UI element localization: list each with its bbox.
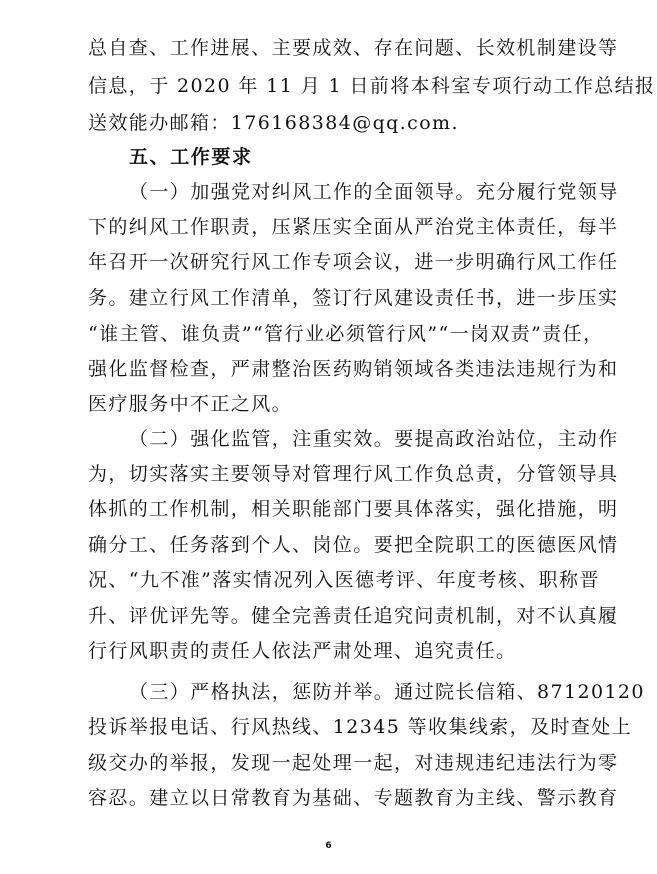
- para2-line-7: 行行风职责的责任人依法严肃处理、追究责任。: [88, 640, 517, 662]
- intro-line-3: 送效能办邮箱：176168384@qq.com.: [88, 112, 459, 134]
- para3-line-4: 容忍。建立以日常教育为基础、专题教育为主线、警示教育: [88, 787, 619, 809]
- para2-line-5: 况、“九不准”落实情况列入医德考评、年度考核、职称晋: [88, 569, 600, 591]
- para2-line-3: 体抓的工作机制，相关职能部门要具体落实，强化措施，明: [88, 498, 619, 520]
- para1-line-1: （一）加强党对纠风工作的全面领导。充分履行党领导: [129, 181, 619, 203]
- para2-line-4: 确分工、任务落到个人、岗位。要把全院职工的医德医风情: [88, 534, 619, 556]
- para1-line-5: “谁主管、谁负责”“管行业必须管行风”“一岗双责”责任，: [88, 323, 604, 345]
- para3-line-3: 级交办的举报，发现一起处理一起，对违规违纪违法行为零: [88, 752, 619, 774]
- para2-line-2: 为，切实落实主要领导对管理行风工作负总责，分管领导具: [88, 463, 619, 485]
- para3-line-1: （三）严格执法，惩防并举。通过院长信箱、87120120: [129, 681, 645, 703]
- intro-line-1: 总自查、工作进展、主要成效、存在问题、长效机制建设等: [88, 37, 619, 59]
- para1-line-3: 年召开一次研究行风工作专项会议，进一步明确行风工作任: [88, 251, 619, 273]
- para1-line-4: 务。建立行风工作清单，签订行风建设责任书，进一步压实: [88, 287, 619, 309]
- para2-line-6: 升、评优评先等。健全完善责任追究问责机制，对不认真履: [88, 605, 619, 627]
- para1-line-6: 强化监督检查，严肃整治医药购销领域各类违法违规行为和: [88, 358, 619, 380]
- intro-line-2: 信息，于 2020 年 11 月 1 日前将本科室专项行动工作总结报: [88, 75, 656, 97]
- para2-line-1: （二）强化监管，注重实效。要提高政治站位，主动作: [129, 428, 619, 450]
- para1-line-2: 下的纠风工作职责，压紧压实全面从严治党主体责任，每半: [88, 216, 619, 238]
- page-number: 6: [325, 841, 332, 851]
- para1-line-7: 医疗服务中不正之风。: [88, 393, 293, 415]
- para3-line-2: 投诉举报电话、行风热线、12345 等收集线索，及时查处上: [88, 716, 633, 738]
- section-heading: 五、工作要求: [129, 146, 253, 168]
